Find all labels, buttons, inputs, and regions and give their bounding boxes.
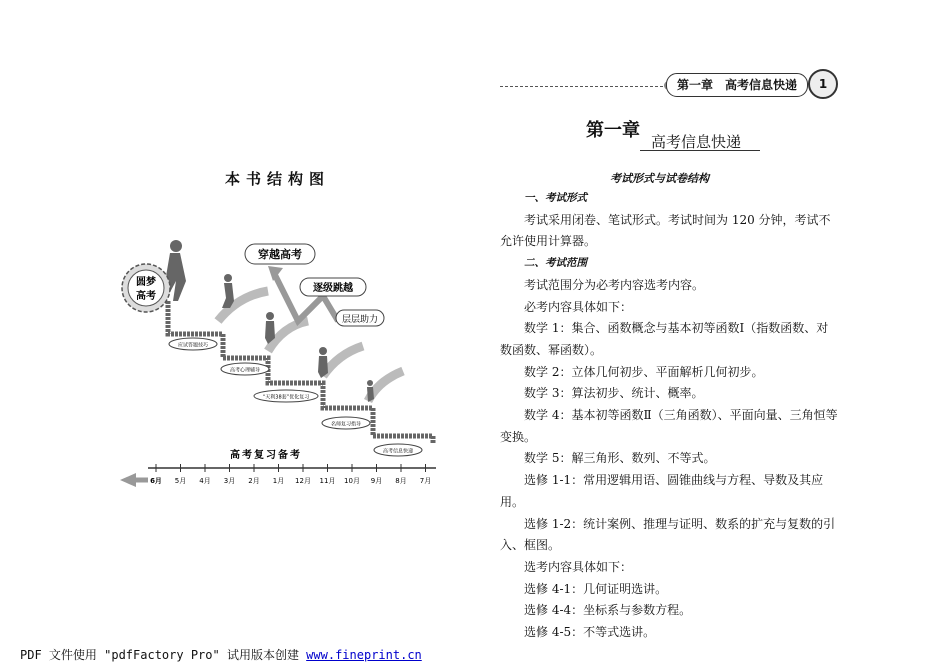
runner-icon: [319, 347, 327, 355]
chapter-number: 第一章: [586, 120, 640, 141]
step-label: [221, 363, 269, 375]
body-text: [500, 188, 840, 644]
paragraph: 数学 5：解三角形、数列、不等式。: [524, 451, 716, 466]
tag-pill: [336, 310, 384, 326]
step-text: 高考信息快递: [382, 448, 414, 455]
paragraph: 数学 1：集合、函数概念与基本初等函数Ⅰ（指数函数、对数函数、幂函数）。: [500, 321, 829, 357]
step-label: [254, 390, 318, 402]
paragraph: 选修 4-4：坐标系与参数方程。: [524, 603, 692, 618]
runner-icon: [367, 380, 373, 386]
paragraph: 数学 4：基本初等函数Ⅱ（三角函数）、平面向量、三角恒等变换。: [500, 408, 838, 444]
timeline-title: 高考复习备考: [230, 450, 302, 461]
step-label: [374, 444, 422, 456]
timeline-month-label: 9月: [370, 477, 383, 485]
tag-pill: [245, 244, 315, 264]
timeline-month-label: 2月: [248, 477, 260, 485]
tag-text: 逐级跳越: [313, 283, 353, 294]
timeline-month-label: 12月: [295, 477, 311, 485]
page-number: 1: [808, 69, 838, 99]
tag-pill: [300, 278, 366, 296]
structure-title: 本书结构图: [225, 170, 331, 188]
step-text: 名师复习指导: [330, 421, 362, 428]
timeline-month-label: 11月: [319, 477, 336, 485]
tag-text: 穿越高考: [258, 248, 302, 261]
goal-badge-line2: 高考: [136, 291, 156, 302]
step-text: 应试答题技巧: [177, 342, 209, 349]
pdf-footer: [20, 646, 422, 663]
step-label: [169, 338, 217, 350]
runner-icon: [170, 240, 182, 252]
swoosh-arrow: [323, 346, 363, 376]
paragraph: 考试范围分为必考内容选考内容。: [524, 277, 705, 292]
paragraph: 数学 2：立体几何初步、平面解析几何初步。: [524, 364, 764, 379]
section-title: 考试形式与试卷结构: [610, 172, 709, 185]
structure-diagram: [118, 226, 438, 501]
timeline-month-label: 5月: [174, 477, 187, 485]
paragraph: 选考内容具体如下：: [524, 559, 633, 574]
timeline-month-label: 4月: [199, 477, 211, 485]
timeline-month-label: 6月: [150, 477, 162, 485]
footer-text: PDF 文件使用 "pdfFactory Pro" 试用版本创建: [20, 648, 307, 662]
timeline-month-label: 8月: [395, 477, 407, 485]
subheading: 一、考试形式: [524, 192, 587, 204]
step-text: “天利38套”优化复习: [262, 394, 310, 401]
running-header: 第一章 高考信息快递: [666, 73, 808, 97]
subheading: 二、考试范围: [524, 257, 587, 270]
footer-link[interactable]: www.fineprint.cn: [306, 648, 422, 662]
paragraph: 选修 4-1：几何证明选讲。: [524, 581, 668, 596]
runner-icon: [266, 312, 274, 320]
timeline-month-label: 1月: [272, 477, 285, 485]
step-text: 高考心理辅导: [229, 367, 261, 374]
timeline-arrow-icon: [120, 473, 136, 487]
timeline-month-label: 7月: [419, 477, 432, 485]
paragraph: 选修 1-1：常用逻辑用语、圆锥曲线与方程、导数及其应用。: [500, 473, 824, 509]
chapter-underline: [640, 150, 760, 151]
header-rule: [500, 86, 668, 87]
paragraph: 选修 1-2：统计案例、推理与证明、数系的扩充与复数的引入、框图。: [500, 516, 836, 553]
step-label: [322, 417, 370, 429]
timeline-month-label: 10月: [344, 477, 360, 485]
tag-text: 层层助力: [341, 315, 379, 325]
timeline-month-label: 3月: [223, 477, 236, 485]
chapter-title: 高考信息快递: [651, 133, 742, 151]
goal-badge-line1: 圆梦: [136, 277, 156, 288]
timeline-months: [150, 464, 431, 485]
paragraph: 必考内容具体如下：: [524, 299, 633, 314]
runner-icon: [224, 274, 232, 282]
paragraph: 数学 3：算法初步、统计、概率。: [524, 386, 704, 401]
paragraph: 选修 4-5：不等式选讲。: [524, 625, 656, 640]
goal-badge: [122, 264, 170, 312]
paragraph: 考试采用闭卷、笔试形式。考试时间为 120 分钟，考试不允许使用计算器。: [500, 212, 831, 249]
